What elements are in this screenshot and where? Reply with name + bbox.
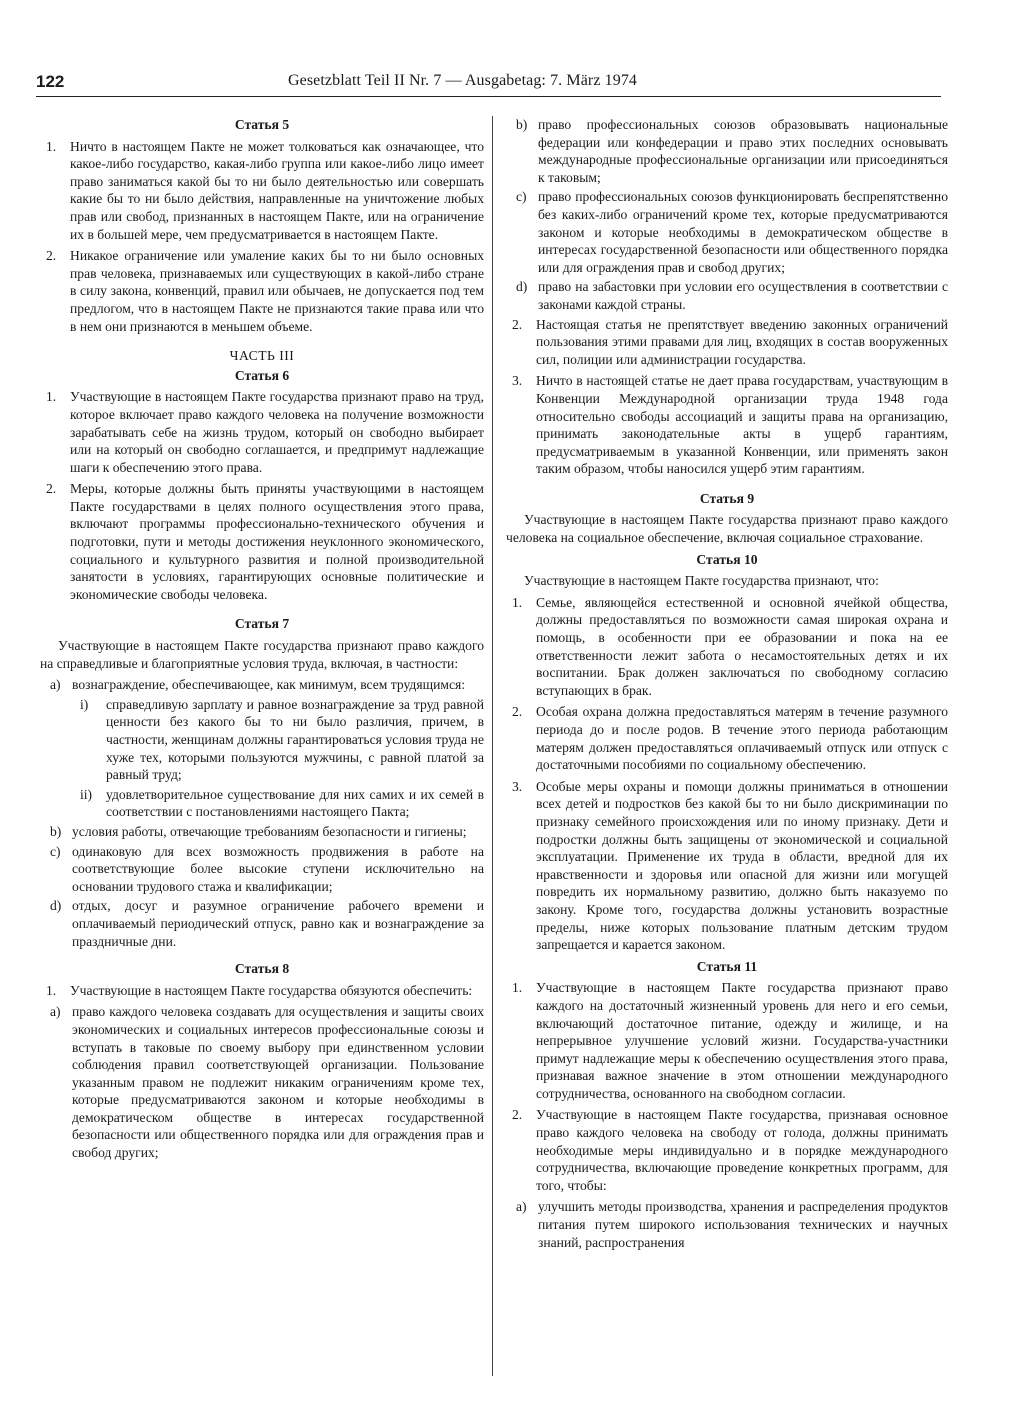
item-number: 2. <box>46 481 57 497</box>
article-8-heading: Статья 8 <box>234 961 290 977</box>
item-text: одинаковую для всех возможность продвижения в работе на соответствующие более высокие ступени исключительно на основании трудового стажа и квалификации; <box>72 843 484 894</box>
item-number: 2. <box>46 248 57 264</box>
article-11-paragraph-1 <box>506 979 948 1102</box>
left-column <box>40 116 484 1164</box>
column-divider <box>492 116 493 1376</box>
article-6-paragraph-1 <box>40 388 484 476</box>
item-number: 1. <box>46 982 57 998</box>
article-7-intro: Участвующие в настоящем Пакте государства признают право каждого на справедливые и благоприятные условия труда, включая, в частности: <box>40 638 484 671</box>
item-text: право профессиональных союзов образовывать национальные федерации или конфедерации и право этих последних основывать международные профессиональные организации или присоединяться к таковым; <box>538 117 948 185</box>
page-header <box>36 72 941 97</box>
article-9-text: Участвующие в настоящем Пакте государства признают право каждого человека на социальное обеспечение, включая социальное страхование. <box>506 512 948 546</box>
item-text: право на забастовки при условии его осуществления в соответствии с законами каждой страны. <box>538 279 948 312</box>
item-number: 2. <box>512 704 523 720</box>
item-number: 1. <box>46 389 57 405</box>
item-text: право каждого человека создавать для осуществления и защиты своих экономических и социальных интересов профессиональные союзы и вступать в таковые по своему выбору при единственном условии соблюдения правил соответствующей организации. Пользование указанным правом не подлежит никаким ограничениям кроме тех, которые предусматриваются законом и которые необходимы в демократическом обществе в интересах государственной безопасности или общественного порядка или для ограждения прав и свобод других; <box>72 1004 484 1161</box>
article-5-paragraph-2 <box>40 247 484 335</box>
article-10-paragraph-3 <box>506 778 948 954</box>
article-8-item-d <box>506 278 948 313</box>
item-text: Особые меры охраны и помощи должны приниматься в отношении всех детей и подростков без какой бы то ни было дискриминации по признаку семейного происхождения или по иному признаку. Дети и подростки должны быть защищены от экономической и социальной эксплуатации. Применение их труда в области, вредной для их нравственности и здоровья или опасной для жизни или могущей повредить их нормальному развитию, должно быть наказуемо по закону. Кроме того, государства должны установить возрастные пределы, ниже которых пользование платным детским трудом запрещается и карается законом. <box>536 778 948 953</box>
article-10-heading: Статья 10 <box>696 551 758 567</box>
item-text: справедливую зарплату и равное вознаграждение за труд равной ценности без какого бы то ни было различия, причем, в частности, женщинам должны гарантироваться условия труда не хуже тех, которыми пользуются мужчины, с равной платой за равный труд; <box>106 696 484 783</box>
item-text: удовлетворительное существование для них самих и их семей в соответствии с постановлениями настоящего Пакта; <box>106 786 484 820</box>
article-7-heading: Статья 7 <box>234 616 290 632</box>
article-5-paragraph-1 <box>40 138 484 244</box>
item-text: Участвующие в настоящем Пакте государства признают право на труд, которое включает право каждого человека на получение возможности зарабатывать себе на жизнь трудом, который он свободно выбирает или на который он свободно соглашается, и предпримут надлежащие шаги к обеспечению этого права. <box>70 389 484 475</box>
item-label: b) <box>50 823 62 839</box>
article-10-paragraph-1 <box>506 594 948 700</box>
item-text: условия работы, отвечающие требованиям безопасности и гигиены; <box>72 823 467 839</box>
item-number: 3. <box>512 373 523 389</box>
article-7-item-b <box>40 823 484 841</box>
article-9-heading: Статья 9 <box>699 490 755 506</box>
item-text: Никакое ограничение или умаление каких бы то ни было основных прав человека, признаваемых или существующих в какой-либо стране в силу закона, конвенций, правил или обычаев, не допускается под тем предлогом, что в настоящем Пакте не признаются такие права или что в нем они признаются в меньшем объеме. <box>70 248 484 334</box>
item-text: Настоящая статья не препятствует введению законных ограничений пользования этими правами для лиц, входящих в состав вооруженных сил, полиции или администрации государства. <box>536 316 948 367</box>
item-text: отдых, досуг и разумное ограничение рабочего времени и оплачиваемый периодический отпуск, равно как и вознаграждение за праздничные дни. <box>72 898 484 949</box>
item-label: c) <box>50 843 61 859</box>
item-text: Ничто в настоящей статье не дает права государствам, участвующим в Конвенции Международной организации труда 1948 года относительно свободы ассоциаций и защиты права на организацию, принимать законодательные акты в ущерб гарантиям, предусматриваемым в указанной Конвенции, или применять закон таким образом, чтобы наносился ущерб этим гарантиям. <box>536 373 948 477</box>
item-label: a) <box>50 1004 61 1020</box>
article-10-paragraph-2 <box>506 703 948 773</box>
item-number: 1. <box>512 594 523 610</box>
article-8-paragraph-2 <box>506 316 948 369</box>
item-label: a) <box>516 1199 527 1215</box>
item-text: Участвующие в настоящем Пакте государства обязуются обеспечить: <box>70 982 473 998</box>
article-6-paragraph-2 <box>40 480 484 603</box>
article-11-item-a <box>506 1198 948 1251</box>
item-label: i) <box>80 696 89 712</box>
article-5-heading: Статья 5 <box>234 117 290 132</box>
article-7-item-a-ii <box>40 786 484 821</box>
part-3-heading: ЧАСТЬ III <box>229 348 295 364</box>
running-title: Gesetzblatt Teil II Nr. 7 — Ausgabetag: 7. März 1974 <box>288 72 638 89</box>
right-column <box>506 116 948 1253</box>
page-number: 122 <box>36 72 65 91</box>
item-text: вознаграждение, обеспечивающее, как минимум, всем трудящимся: <box>72 677 466 693</box>
item-text: Ничто в настоящем Пакте не может толковаться как означающее, что какое-либо государство, какая-либо группа или какое-либо лицо имеет право заниматься какой бы то ни было деятельностью или совершать какие бы то ни было действия, направленные на уничтожение любых прав или свобод, признанных в настоящем Пакте, или на ограничение их в большей мере, чем предусматривается в настоящем Пакте. <box>70 138 484 242</box>
article-8-paragraph-1 <box>40 982 484 1000</box>
article-11-paragraph-2 <box>506 1106 948 1194</box>
item-number: 1. <box>512 980 523 996</box>
item-label: d) <box>50 898 62 914</box>
item-text: Меры, которые должны быть приняты участвующими в настоящем Пакте государствами в целях полного осуществления этого права, включают программы профессионально-технического обучения и подготовки, пути и методы достижения неуклонного экономического, социального и культурного развития и полной производительной занятости в условиях, гарантирующих основные политические и экономические свободы человека. <box>70 481 484 602</box>
item-text: улучшить методы производства, хранения и распределения продуктов питания путем широкого использования технических и научных знаний, распространения <box>538 1199 948 1250</box>
item-text: Семье, являющейся естественной и основной ячейкой общества, должны предоставляться по возможности самая широкая охрана и помощь, в особенности при ее образовании и пока на ее ответственности лежит забота о несамостоятельных детях и их воспитании. Брак должен заключаться по свободному согласию вступающих в брак. <box>536 594 948 698</box>
item-label: d) <box>516 279 528 295</box>
article-8-item-a <box>40 1003 484 1161</box>
article-8-item-c <box>506 188 948 276</box>
article-7-item-c <box>40 843 484 896</box>
item-number: 3. <box>512 778 523 794</box>
item-text: право профессиональных союзов функционировать беспрепятственно без каких-либо ограничений кроме тех, которые предусматриваются законом и которые необходимы в демократическом обществе в интересах государственной безопасности или общественного порядка или для ограждения прав и свобод других; <box>538 189 948 275</box>
article-10-intro: Участвующие в настоящем Пакте государства признают, что: <box>524 573 879 589</box>
item-number: 2. <box>512 1107 523 1123</box>
item-label: b) <box>516 117 528 132</box>
item-label: ii) <box>80 786 93 802</box>
article-8-item-b <box>506 116 948 186</box>
item-text: Участвующие в настоящем Пакте государства признают право каждого на достаточный жизненный уровень для него и его семьи, включающий достаточное питание, одежду и жилище, и на непрерывное улучшение условий жизни. Государства-участники примут надлежащие меры к обеспечению осуществления этого права, признавая важное значение в этом отношении международного сотрудничества, основанного на свободном согласии. <box>536 980 948 1101</box>
article-7-item-a <box>40 676 484 694</box>
item-text: Участвующие в настоящем Пакте государства, признавая основное право каждого человека на свободу от голода, должны принимать необходимые меры индивидуально и в порядке международного сотрудничества, включающие проведение конкретных программ, для того, чтобы: <box>536 1107 948 1193</box>
item-text: Особая охрана должна предоставляться матерям в течение разумного периода до и после родов. В течение этого периода работающим матерям должен предоставляться оплачиваемый отпуск или отпуск с достаточными пособиями по социальному обеспечению. <box>536 704 948 773</box>
article-7-item-a-i <box>40 696 484 784</box>
article-8-paragraph-3 <box>506 372 948 478</box>
article-7-item-d <box>40 897 484 950</box>
article-11-heading: Статья 11 <box>696 958 758 974</box>
item-number: 2. <box>512 316 523 332</box>
article-6-heading: Статья 6 <box>234 367 290 383</box>
item-label: a) <box>50 677 61 693</box>
item-number: 1. <box>46 138 57 154</box>
item-label: c) <box>516 189 527 205</box>
